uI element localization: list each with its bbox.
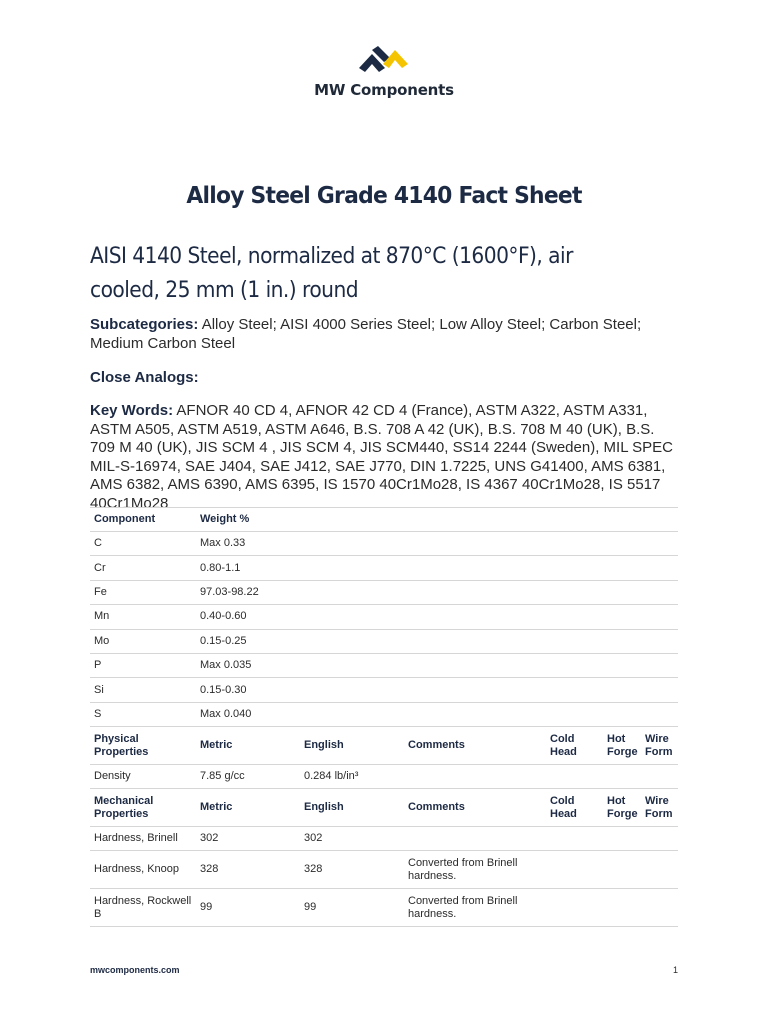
key-words (90, 402, 680, 513)
component-cell: S (90, 702, 196, 726)
table-cell (641, 889, 678, 927)
weight-cell: 0.40-0.60 (196, 605, 678, 629)
composition-row (90, 605, 678, 629)
physical-row (90, 765, 678, 789)
properties-table (90, 507, 678, 927)
column-header: Metric (196, 789, 300, 827)
component-cell: P (90, 653, 196, 677)
table-cell (603, 765, 641, 789)
weight-cell: 0.80-1.1 (196, 556, 678, 580)
composition-row (90, 653, 678, 677)
column-header: Cold Head (546, 789, 603, 827)
table-cell: 328 (300, 851, 404, 889)
table-cell: 0.284 lb/in³ (300, 765, 404, 789)
composition-row (90, 678, 678, 702)
weight-cell: 97.03-98.22 (196, 580, 678, 604)
column-header: Cold Head (546, 727, 603, 765)
table-cell: Converted from Brinell hardness. (404, 889, 546, 927)
composition-row (90, 580, 678, 604)
table-cell (603, 851, 641, 889)
component-cell: Cr (90, 556, 196, 580)
subcategories (90, 316, 680, 353)
mechanical-row (90, 851, 678, 889)
brand-logo (0, 46, 768, 99)
table-cell: Density (90, 765, 196, 789)
weight-cell: Max 0.035 (196, 653, 678, 677)
table-cell: 7.85 g/cc (196, 765, 300, 789)
subcategories-text: Alloy Steel; AISI 4000 Series Steel; Low Alloy Steel; Carbon Steel; Medium Carbon Steel (90, 316, 642, 352)
table-cell: 302 (196, 827, 300, 851)
weight-cell: 0.15-0.30 (196, 678, 678, 702)
brand-name: MW Components (314, 81, 454, 99)
table-cell (404, 765, 546, 789)
column-header: Comments (404, 727, 546, 765)
column-header: Wire Form (641, 789, 678, 827)
table-cell (641, 851, 678, 889)
component-cell: Si (90, 678, 196, 702)
weight-cell: Max 0.040 (196, 702, 678, 726)
composition-row (90, 556, 678, 580)
table-cell: Hardness, Brinell (90, 827, 196, 851)
column-header: Mechanical Properties (90, 789, 196, 827)
physical-header-row (90, 727, 678, 765)
table-cell: Hardness, Knoop (90, 851, 196, 889)
key-words-text: AFNOR 40 CD 4, AFNOR 42 CD 4 (France), ASTM A322, ASTM A331, ASTM A505, ASTM A519, ASTM A646, B.S. 708 A 42 (UK), B.S. 708 M 40 (UK), B.S. 709 M 40 (UK), JIS SCM 4 , JIS SCM 4, JIS SCM440, SS14 2244 (Sweden), MIL SPEC MIL-S-16974, SAE J404, SAE J412, SAE J770, DIN 1.7225, UNS G41400, AMS 6381, AMS 6382, AMS 6390, AMS 6395, IS 1570 40Cr1Mo28, IS 4367 40Cr1Mo28, IS 5517 40Cr1Mo28 (90, 402, 674, 512)
column-header: Comments (404, 789, 546, 827)
table-cell: 99 (300, 889, 404, 927)
table-cell (404, 827, 546, 851)
table-cell (641, 827, 678, 851)
table-cell: 99 (196, 889, 300, 927)
mechanical-header-row (90, 789, 678, 827)
table-cell (546, 827, 603, 851)
column-header: Component (90, 508, 196, 532)
subcategories-label: Subcategories: (90, 316, 199, 333)
column-header: Metric (196, 727, 300, 765)
column-header: Hot Forge (603, 727, 641, 765)
table-cell (603, 827, 641, 851)
table-cell: 328 (196, 851, 300, 889)
mechanical-row (90, 889, 678, 927)
footer-page-number: 1 (673, 965, 679, 975)
composition-header-row (90, 508, 678, 532)
close-analogs-label: Close Analogs: (90, 369, 199, 386)
close-analogs (90, 369, 680, 388)
composition-row (90, 532, 678, 556)
composition-row (90, 629, 678, 653)
mechanical-row (90, 827, 678, 851)
component-cell: Mn (90, 605, 196, 629)
table-cell (546, 889, 603, 927)
key-words-label: Key Words: (90, 402, 174, 419)
column-header: Hot Forge (603, 789, 641, 827)
table-cell: Hardness, Rockwell B (90, 889, 196, 927)
table-cell: 302 (300, 827, 404, 851)
column-header: Weight % (196, 508, 678, 532)
composition-row (90, 702, 678, 726)
column-header: English (300, 789, 404, 827)
component-cell: Fe (90, 580, 196, 604)
component-cell: C (90, 532, 196, 556)
page-subtitle: AISI 4140 Steel, normalized at 870°C (1600°F), air cooled, 25 mm (1 in.) round (90, 244, 573, 303)
page-title: Alloy Steel Grade 4140 Fact Sheet (186, 183, 582, 209)
table-cell (603, 889, 641, 927)
table-cell: Converted from Brinell hardness. (404, 851, 546, 889)
column-header: Wire Form (641, 727, 678, 765)
column-header: English (300, 727, 404, 765)
weight-cell: Max 0.33 (196, 532, 678, 556)
table-cell (641, 765, 678, 789)
mw-chevron-logo-icon (359, 46, 409, 72)
column-header: Physical Properties (90, 727, 196, 765)
component-cell: Mo (90, 629, 196, 653)
weight-cell: 0.15-0.25 (196, 629, 678, 653)
footer-site: mwcomponents.com (90, 965, 180, 975)
table-cell (546, 765, 603, 789)
table-cell (546, 851, 603, 889)
